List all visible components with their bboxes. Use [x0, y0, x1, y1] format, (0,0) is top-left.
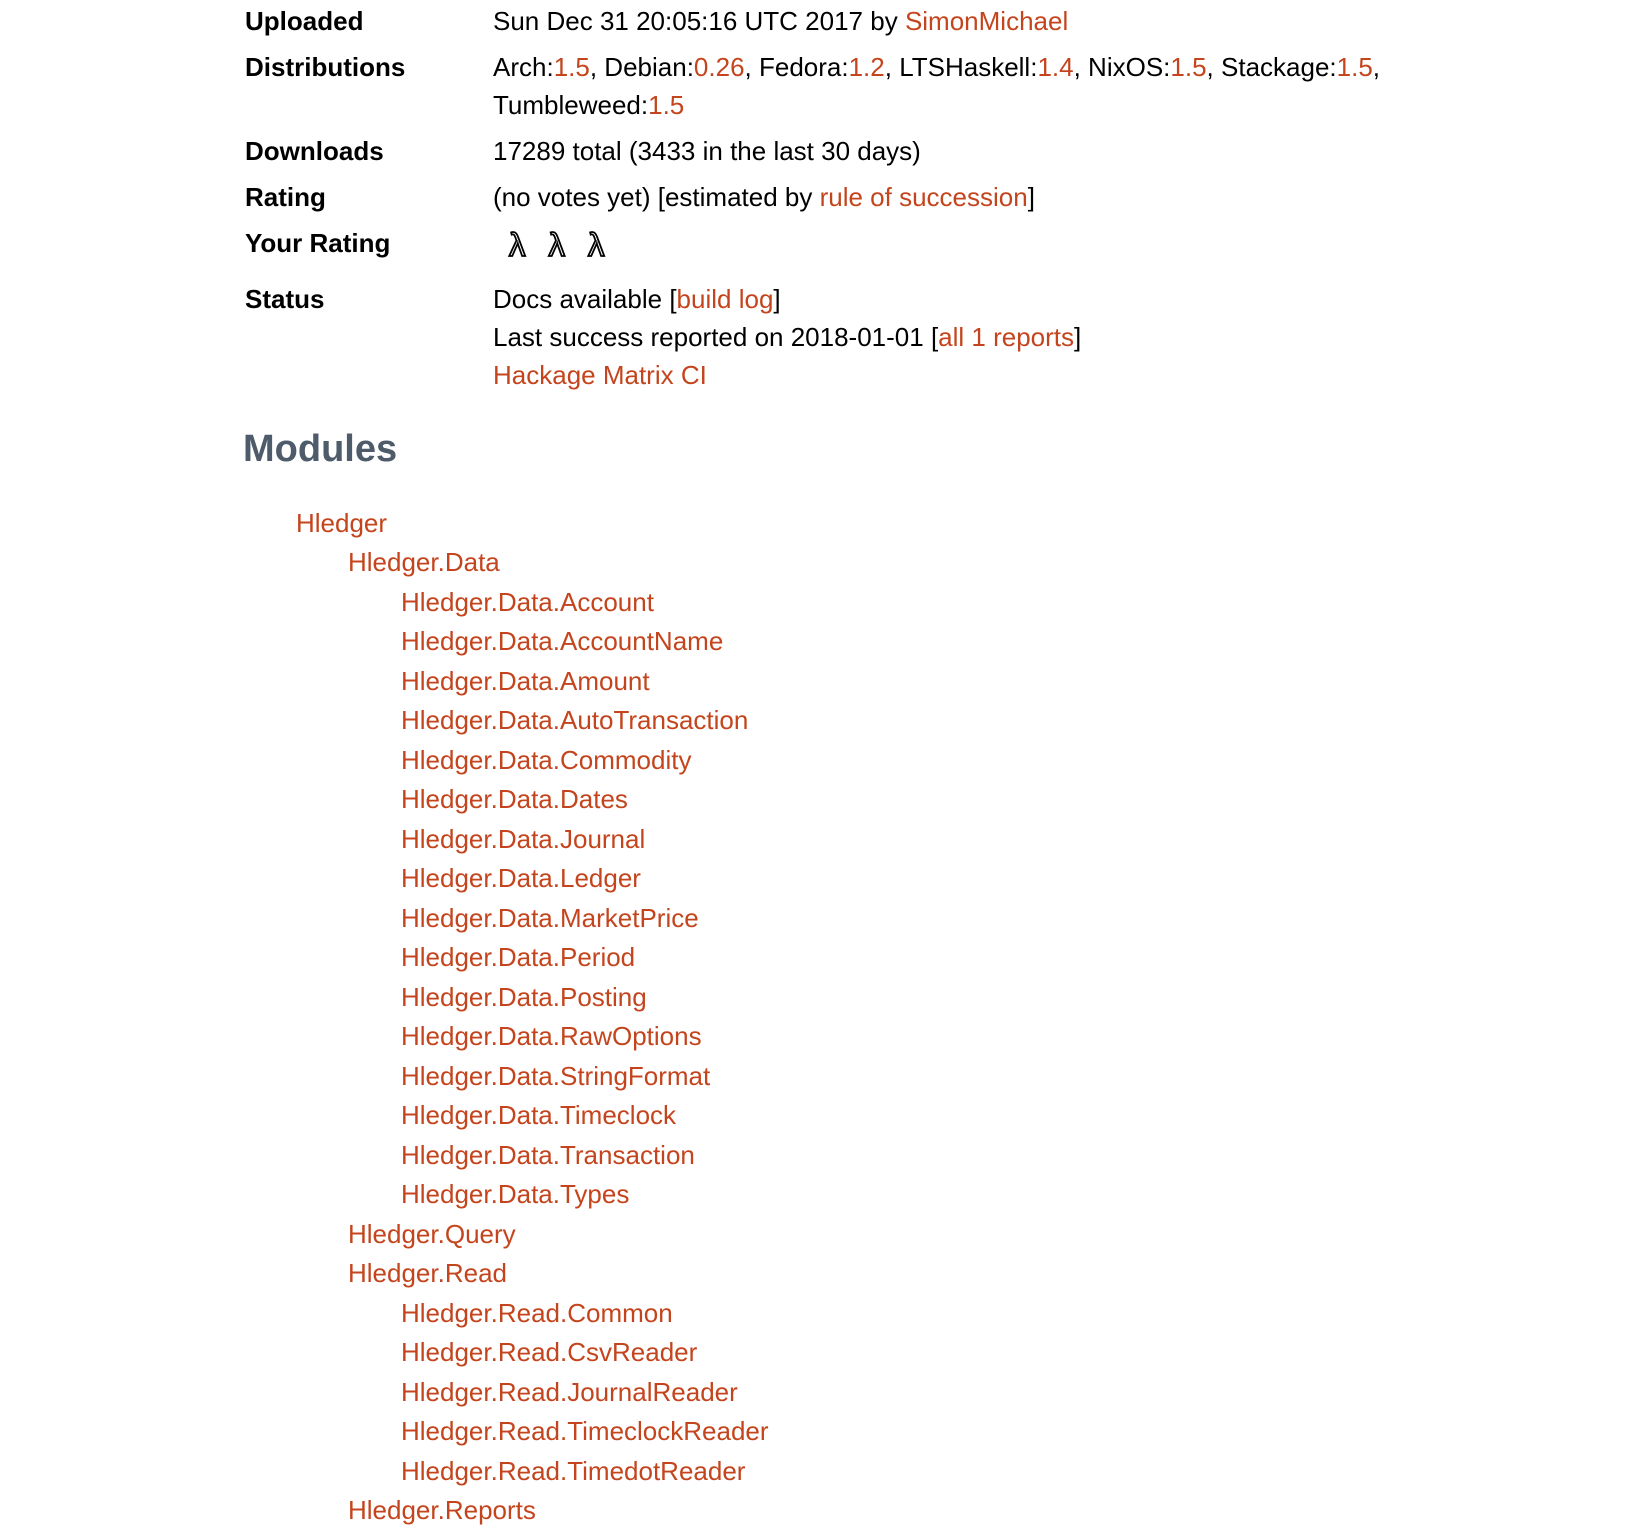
module-row [245, 1333, 1639, 1373]
module-link[interactable]: Hledger.Data.Posting [401, 981, 647, 1012]
module-link[interactable]: Hledger.Data.Timeclock [401, 1100, 677, 1131]
property-row-your-rating [245, 224, 1639, 268]
module-row [245, 1136, 1639, 1176]
module-link[interactable]: Hledger.Data.Amount [401, 665, 650, 696]
module-row [245, 543, 1639, 583]
status-success-text-after: ] [1074, 322, 1082, 352]
module-row [245, 859, 1639, 899]
rating-lambda-icon[interactable]: λ [588, 226, 605, 263]
module-row [245, 701, 1639, 741]
module-row [245, 1491, 1639, 1531]
distribution-version-link[interactable]: 1.4 [1037, 52, 1074, 82]
property-label-status: Status [245, 284, 325, 314]
distribution-name: NixOS: [1088, 52, 1171, 82]
module-row [245, 1373, 1639, 1413]
module-link[interactable]: Hledger.Query [348, 1218, 516, 1249]
module-row [245, 780, 1639, 820]
property-label-distributions: Distributions [245, 52, 406, 82]
module-link[interactable]: Hledger.Read.CsvReader [401, 1337, 698, 1368]
module-row [245, 938, 1639, 978]
module-link[interactable]: Hledger.Data.Account [401, 586, 654, 617]
property-row-rating [245, 178, 1639, 216]
module-link[interactable]: Hledger [296, 507, 388, 538]
distribution-version-link[interactable]: 1.2 [848, 52, 885, 82]
distribution-version-link[interactable]: 1.5 [553, 52, 590, 82]
module-link[interactable]: Hledger.Read.TimedotReader [401, 1455, 746, 1486]
your-rating-stars [493, 224, 628, 268]
module-link[interactable]: Hledger.Data.AccountName [401, 626, 724, 657]
module-row [245, 662, 1639, 702]
property-row-distributions [245, 48, 1639, 124]
module-row [245, 1294, 1639, 1334]
status-docs-text: Docs available [ [493, 284, 677, 314]
module-link[interactable]: Hledger.Data.Ledger [401, 863, 641, 894]
module-link[interactable]: Hledger.Data.StringFormat [401, 1060, 711, 1091]
status-value [493, 280, 1081, 394]
module-link[interactable]: Hledger.Read.JournalReader [401, 1376, 738, 1407]
module-link[interactable]: Hledger.Data.Journal [401, 823, 646, 854]
module-link[interactable]: Hledger.Data.Transaction [401, 1139, 695, 1170]
module-link[interactable]: Hledger.Data.Types [401, 1179, 630, 1210]
module-row [245, 1215, 1639, 1255]
rating-value [493, 178, 1035, 216]
module-row [245, 622, 1639, 662]
property-label-your-rating: Your Rating [245, 228, 391, 258]
rating-text-after: ] [1027, 182, 1035, 212]
uploaded-text: Sun Dec 31 20:05:16 UTC 2017 by [493, 6, 905, 36]
status-line-docs [493, 280, 1081, 318]
module-row [245, 978, 1639, 1018]
module-row [245, 1096, 1639, 1136]
distribution-name: Tumbleweed: [493, 90, 649, 120]
module-link[interactable]: Hledger.Data.Commodity [401, 744, 692, 775]
modules-heading: Modules [243, 428, 398, 470]
build-log-link[interactable]: build log [676, 284, 774, 314]
status-line-success [493, 318, 1081, 356]
distribution-version-link[interactable]: 1.5 [648, 90, 685, 120]
distributions-value: Arch:1.5, Debian:0.26, Fedora:1.2, LTSHaskell:1.4, NixOS:1.5, Stackage:1.5, Tumbleweed:1.5 [493, 52, 1381, 120]
module-row [245, 1452, 1639, 1492]
property-value-uploaded [493, 2, 1068, 40]
distribution-name: Fedora: [758, 52, 849, 82]
module-link[interactable]: Hledger.Read.Common [401, 1297, 673, 1328]
module-link[interactable]: Hledger.Data.Dates [401, 784, 628, 815]
module-link[interactable]: Hledger.Reports [348, 1495, 536, 1526]
module-row [245, 741, 1639, 781]
rating-text: (no votes yet) [estimated by [493, 182, 820, 212]
module-link[interactable]: Hledger.Data.RawOptions [401, 1021, 702, 1052]
hackage-matrix-ci-link[interactable]: Hackage Matrix CI [493, 360, 707, 390]
status-success-text: Last success reported on 2018-01-01 [ [493, 322, 939, 352]
rating-lambda-icon[interactable]: λ [548, 226, 565, 263]
property-row-uploaded [245, 2, 1639, 40]
module-row [245, 1017, 1639, 1057]
property-label-downloads: Downloads [245, 136, 384, 166]
distribution-name: Arch: [493, 52, 554, 82]
module-link[interactable]: Hledger.Data.AutoTransaction [401, 705, 749, 736]
distribution-version-link[interactable]: 1.5 [1336, 52, 1373, 82]
rule-of-succession-link[interactable]: rule of succession [819, 182, 1028, 212]
module-row [245, 899, 1639, 939]
property-row-status [245, 280, 1639, 394]
module-row [245, 583, 1639, 623]
property-label-rating: Rating [245, 182, 326, 212]
module-row [245, 1412, 1639, 1452]
module-link[interactable]: Hledger.Data [348, 547, 500, 578]
module-row [245, 1175, 1639, 1215]
module-link[interactable]: Hledger.Data.Period [401, 942, 636, 973]
distribution-version-link[interactable]: 1.5 [1170, 52, 1207, 82]
distribution-name: Stackage: [1221, 52, 1337, 82]
module-row [245, 1057, 1639, 1097]
module-link[interactable]: Hledger.Data.MarketPrice [401, 902, 699, 933]
status-docs-text-after: ] [773, 284, 781, 314]
module-list [245, 504, 1639, 1531]
all-reports-link[interactable]: all 1 reports [938, 322, 1075, 352]
rating-lambda-icon[interactable]: λ [509, 226, 526, 263]
module-row [245, 504, 1639, 544]
property-row-downloads [245, 132, 1639, 170]
status-line-matrix [493, 356, 1081, 394]
module-link[interactable]: Hledger.Read [348, 1258, 507, 1289]
module-link[interactable]: Hledger.Read.TimeclockReader [401, 1416, 769, 1447]
module-row [245, 820, 1639, 860]
distribution-version-link[interactable]: 0.26 [693, 52, 745, 82]
distribution-name: LTSHaskell: [899, 52, 1038, 82]
uploader-link[interactable]: SimonMichael [904, 6, 1069, 36]
property-label-uploaded: Uploaded [245, 6, 364, 36]
module-row [245, 1254, 1639, 1294]
distribution-name: Debian: [604, 52, 694, 82]
downloads-value: 17289 total (3433 in the last 30 days) [493, 136, 921, 166]
